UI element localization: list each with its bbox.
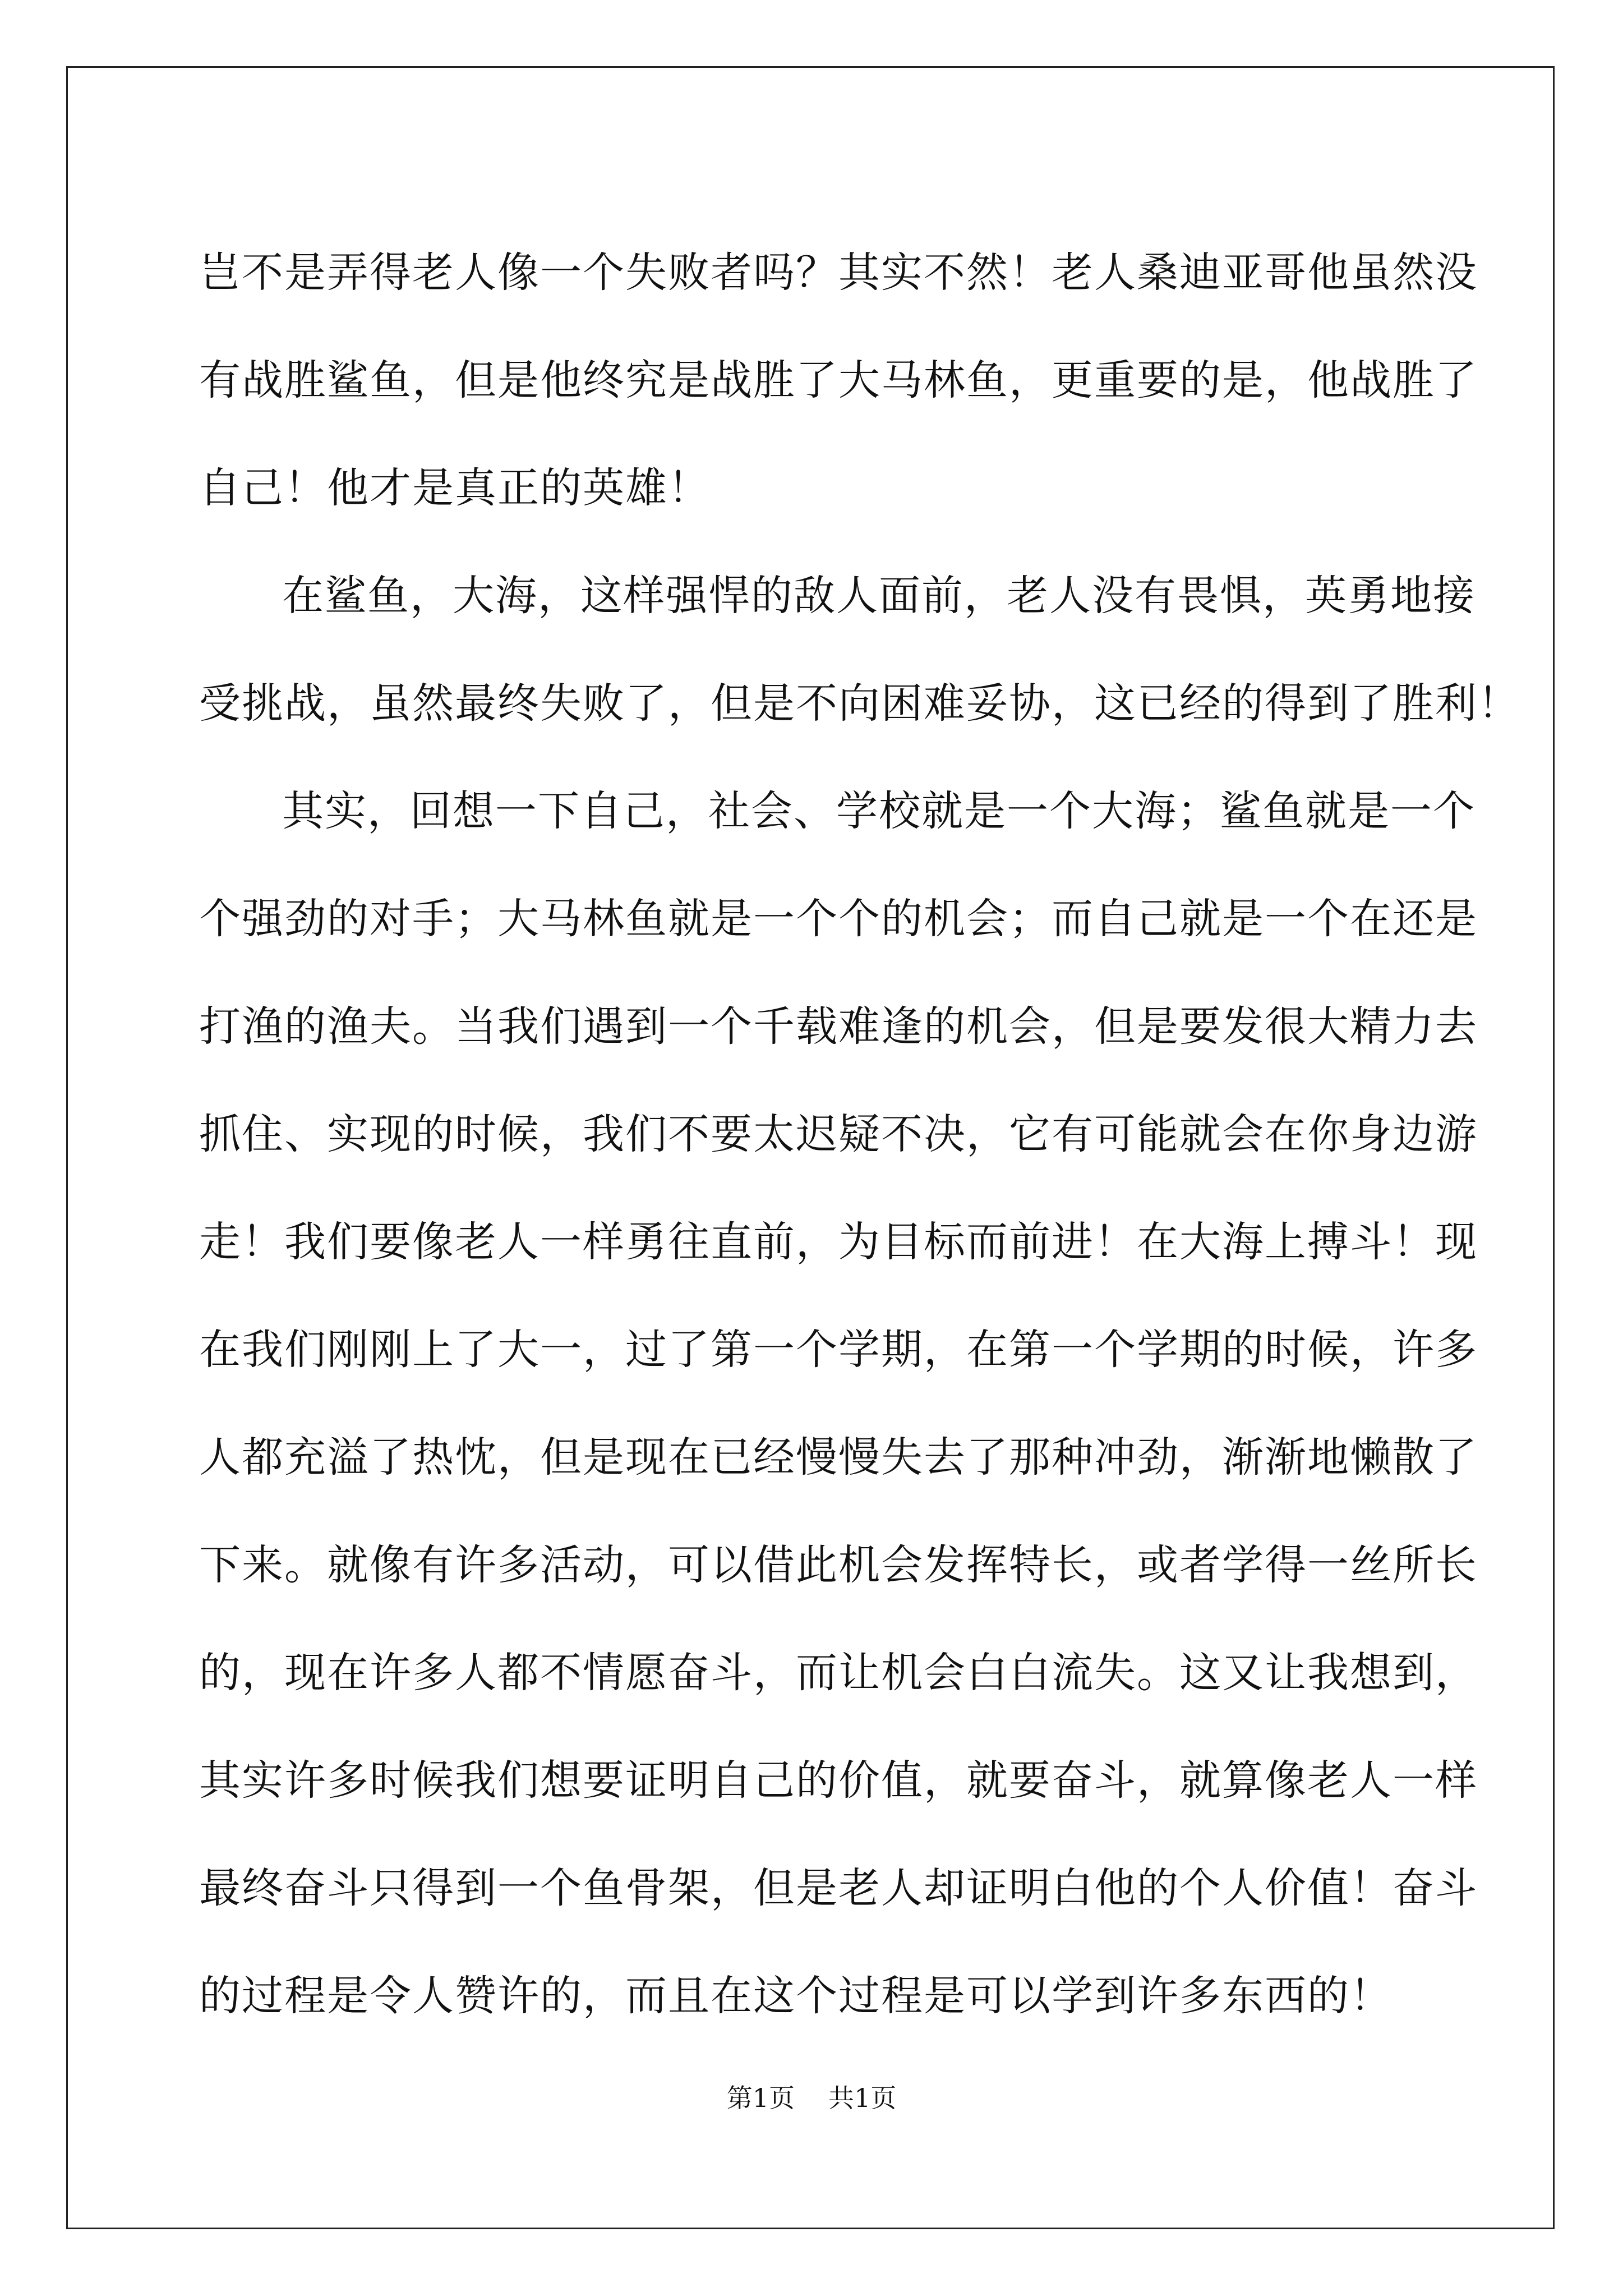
text-line: 在鲨鱼，大海，这样强悍的敌人面前，老人没有畏惧，英勇地接 <box>282 572 1476 620</box>
text-line: 岂不是弄得老人像一个失败者吗？其实不然！老人桑迪亚哥他虽然没 <box>199 249 1478 297</box>
text-line: 的过程是令人赞许的，而且在这个过程是可以学到许多东西的！ <box>199 1972 1393 2020</box>
page-footer <box>0 2081 1623 2115</box>
text-line: 受挑战，虽然最终失败了，但是不向困难妥协，这已经的得到了胜利！ <box>199 679 1520 728</box>
text-line: 有战胜鲨鱼，但是他终究是战胜了大马林鱼，更重要的是，他战胜了 <box>199 356 1478 404</box>
text-line: 的，现在许多人都不情愿奋斗，而让机会白白流失。这又让我想到， <box>199 1649 1478 1697</box>
text-line: 抓住、实现的时候，我们不要太迟疑不决，它有可能就会在你身边游 <box>199 1110 1478 1158</box>
text-line: 个强劲的对手；大马林鱼就是一个个的机会；而自己就是一个在还是 <box>199 895 1478 943</box>
text-line: 下来。就像有许多活动，可以借此机会发挥特长，或者学得一丝所长 <box>199 1541 1478 1589</box>
text-line: 人都充溢了热忱，但是现在已经慢慢失去了那种冲劲，渐渐地懒散了 <box>199 1433 1478 1481</box>
text-line: 在我们刚刚上了大一，过了第一个学期，在第一个学期的时候，许多 <box>199 1326 1478 1374</box>
text-line: 最终奋斗只得到一个鱼骨架，但是老人却证明白他的个人价值！奋斗 <box>199 1864 1478 1912</box>
text-line: 自己！他才是真正的英雄！ <box>199 464 711 512</box>
current-page-label: 第1页 <box>726 2083 795 2113</box>
text-line: 其实，回想一下自己，社会、学校就是一个大海；鲨鱼就是一个 <box>282 787 1476 835</box>
document-body <box>199 219 1520 2050</box>
text-line: 其实许多时候我们想要证明自己的价值，就要奋斗，就算像老人一样 <box>199 1756 1478 1805</box>
total-pages-label: 共1页 <box>828 2083 897 2113</box>
text-line: 走！我们要像老人一样勇往直前，为目标而前进！在大海上搏斗！现 <box>199 1218 1478 1266</box>
text-line: 打渔的渔夫。当我们遇到一个千载难逢的机会，但是要发很大精力去 <box>199 1002 1478 1051</box>
